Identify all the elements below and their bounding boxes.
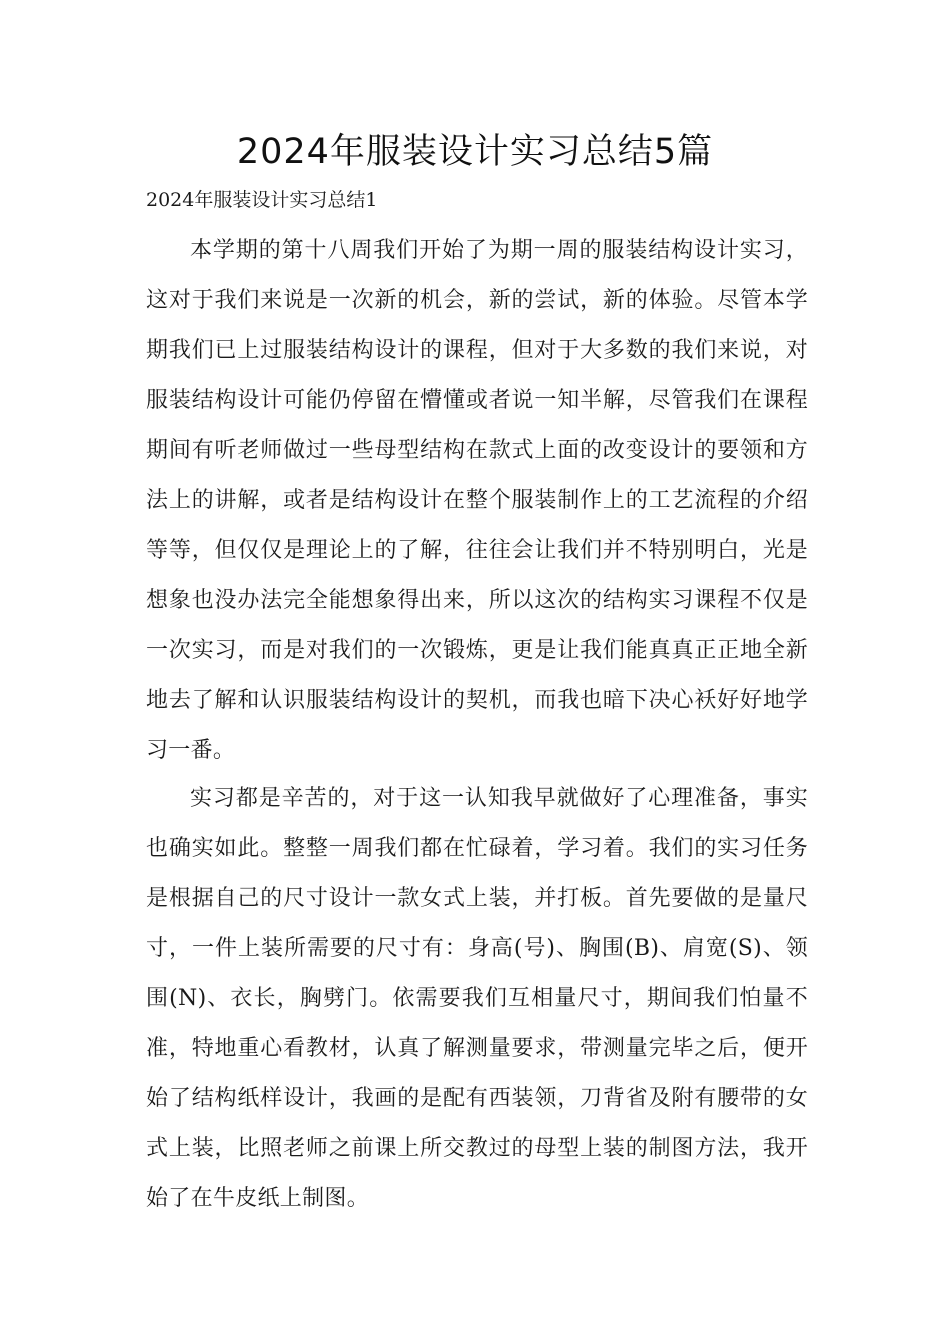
section-heading: 2024年服装设计实习总结1 bbox=[146, 189, 378, 211]
document-title: 2024年服装设计实习总结5篇 bbox=[236, 132, 714, 172]
body-text-block-1 bbox=[146, 226, 808, 776]
body-text-block-2 bbox=[146, 774, 808, 1224]
paragraph-2: 实习都是辛苦的，对于这一认知我早就做好了心理准备，事实也确实如此。整整一周我们都在忙碌着，学习着。我们的实习任务是根据自己的尺寸设计一款女式上装，并打板。首先要做的是量尺寸，一件上装所需要的尺寸有：身高(号)、胸围(B)、肩宽(S)、领围(N)、衣长，胸劈门。依需要我们互相量尺寸，期间我们怕量不准，特地重心看教材，认真了解测量要求，带测量完毕之后，便开始了结构纸样设计，我画的是配有西装领，刀背省及附有腰带的女式上装，比照老师之前课上所交教过的母型上装的制图方法，我开始了在牛皮纸上制图。 bbox=[146, 786, 808, 1211]
paragraph-1: 本学期的第十八周我们开始了为期一周的服装结构设计实习，这对于我们来说是一次新的机会，新的尝试，新的体验。尽管本学期我们已上过服装结构设计的课程，但对于大多数的我们来说，对服装结构设计可能仍停留在懵懂或者说一知半解，尽管我们在课程期间有听老师做过一些母型结构在款式上面的改变设计的要领和方法上的讲解，或者是结构设计在整个服装制作上的工艺流程的介绍等等，但仅仅是理论上的了解，往往会让我们并不特别明白，光是想象也没办法完全能想象得出来，所以这次的结构实习课程不仅是一次实习，而是对我们的一次锻炼，更是让我们能真真正正地全新地去了解和认识服装结构设计的契机，而我也暗下决心袄好好地学习一番。 bbox=[146, 238, 808, 763]
